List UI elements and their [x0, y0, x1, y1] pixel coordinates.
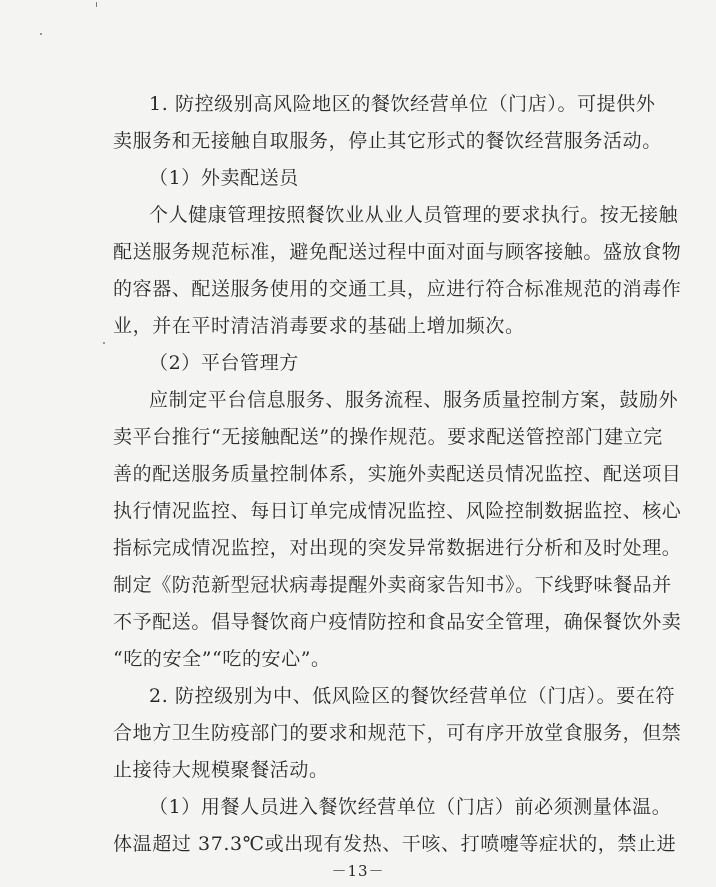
- text-line: 不予配送。倡导餐饮商户疫情防控和食品安全管理，确保餐饮外卖: [113, 611, 682, 633]
- text-line: 个人健康管理按照餐饮业从业人员管理的要求执行。按无接触: [149, 204, 679, 226]
- text-line: 2. 防控级别为中、低风险区的餐饮经营单位（门店）。要在符: [149, 685, 676, 707]
- text-line: 指标完成情况监控，对出现的突发异常数据进行分析和及时处理。: [113, 537, 682, 559]
- scan-speck: [96, 2, 97, 7]
- text-line: 业，并在平时清洁消毒要求的基础上增加频次。: [113, 315, 525, 337]
- text-line: “吃的安全”“吃的安心”。: [113, 648, 331, 670]
- text-line: 应制定平台信息服务、服务流程、服务质量控制方案，鼓励外: [149, 389, 679, 411]
- text-line: （2）平台管理方: [149, 352, 299, 374]
- scan-speck: [40, 33, 42, 35]
- text-line: 卖服务和无接触自取服务，停止其它形式的餐饮经营服务活动。: [113, 130, 662, 152]
- text-line: 的容器、配送服务使用的交通工具，应进行符合标准规范的消毒作: [113, 278, 682, 300]
- text-line: 止接待大规模聚餐活动。: [113, 759, 329, 781]
- text-line: （1）用餐人员进入餐饮经营单位（门店）前必须测量体温。: [149, 796, 672, 818]
- text-line: （1）外卖配送员: [149, 167, 299, 189]
- text-line: 执行情况监控、每日订单完成情况监控、风险控制数据监控、核心: [113, 500, 682, 522]
- page-number: －13－: [331, 862, 385, 880]
- scan-speck: [103, 342, 105, 344]
- text-line: 配送服务规范标准，避免配送过程中面对面与顾客接触。盛放食物: [113, 241, 682, 263]
- text-line: 善的配送服务质量控制体系，实施外卖配送员情况监控、配送项目: [113, 463, 682, 485]
- text-line: 卖平台推行“无接触配送”的操作规范。要求配送管控部门建立完: [113, 426, 663, 448]
- text-line: 合地方卫生防疫部门的要求和规范下，可有序开放堂食服务，但禁: [113, 722, 682, 744]
- text-line: 1. 防控级别高风险地区的餐饮经营单位（门店）。可提供外: [149, 93, 656, 115]
- text-line: 体温超过 37.3℃或出现有发热、干咳、打喷嚏等症状的，禁止进: [113, 833, 677, 855]
- text-line: 制定《防范新型冠状病毒提醒外卖商家告知书》。下线野味餐品并: [113, 574, 672, 596]
